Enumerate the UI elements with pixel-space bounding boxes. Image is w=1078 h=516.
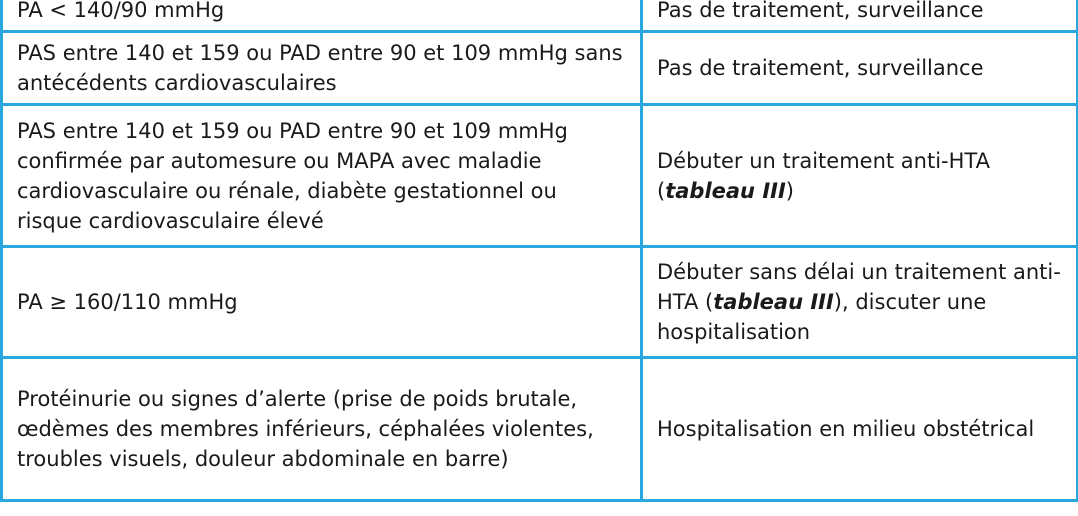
table-row bbox=[2, 0, 1078, 32]
condition-cell: PA < 140/90 mmHg bbox=[2, 0, 642, 32]
action-cell: Pas de traitement, surveillance bbox=[642, 0, 1078, 32]
action-text: ), discuter une hospitalisation bbox=[657, 290, 987, 344]
action-cell bbox=[642, 105, 1078, 247]
condition-cell: PAS entre 140 et 159 ou PAD entre 90 et 109 mmHg confirmée par automesure ou MAPA avec maladie cardiovasculaire ou rénale, diabète gestationnel ou risque cardiovasculaire élevé bbox=[2, 105, 642, 247]
action-text: ) bbox=[785, 178, 794, 203]
table-reference: tableau III bbox=[665, 178, 786, 203]
condition-cell: PAS entre 140 et 159 ou PAD entre 90 et 109 mmHg sans antécédents cardiovasculaires bbox=[2, 32, 642, 105]
table-row bbox=[2, 105, 1078, 247]
action-text: Débuter sans délai un traitement anti-HTA ( bbox=[657, 260, 1061, 314]
table-reference: tableau III bbox=[713, 290, 834, 314]
action-cell: Pas de traitement, surveillance bbox=[642, 32, 1078, 105]
action-cell bbox=[642, 247, 1078, 358]
table-row bbox=[2, 32, 1078, 105]
action-text: Débuter un traitement anti-HTA ( bbox=[657, 148, 990, 203]
action-cell: Hospitalisation en milieu obstétrical bbox=[642, 358, 1078, 501]
table-row bbox=[2, 358, 1078, 501]
table-row bbox=[2, 247, 1078, 358]
condition-cell: PA ≥ 160/110 mmHg bbox=[2, 247, 642, 358]
condition-cell: Protéinurie ou signes d’alerte (prise de poids brutale, œdèmes des membres inférieurs, céphalées violentes, troubles visuels, douleur abdominale en barre) bbox=[2, 358, 642, 501]
